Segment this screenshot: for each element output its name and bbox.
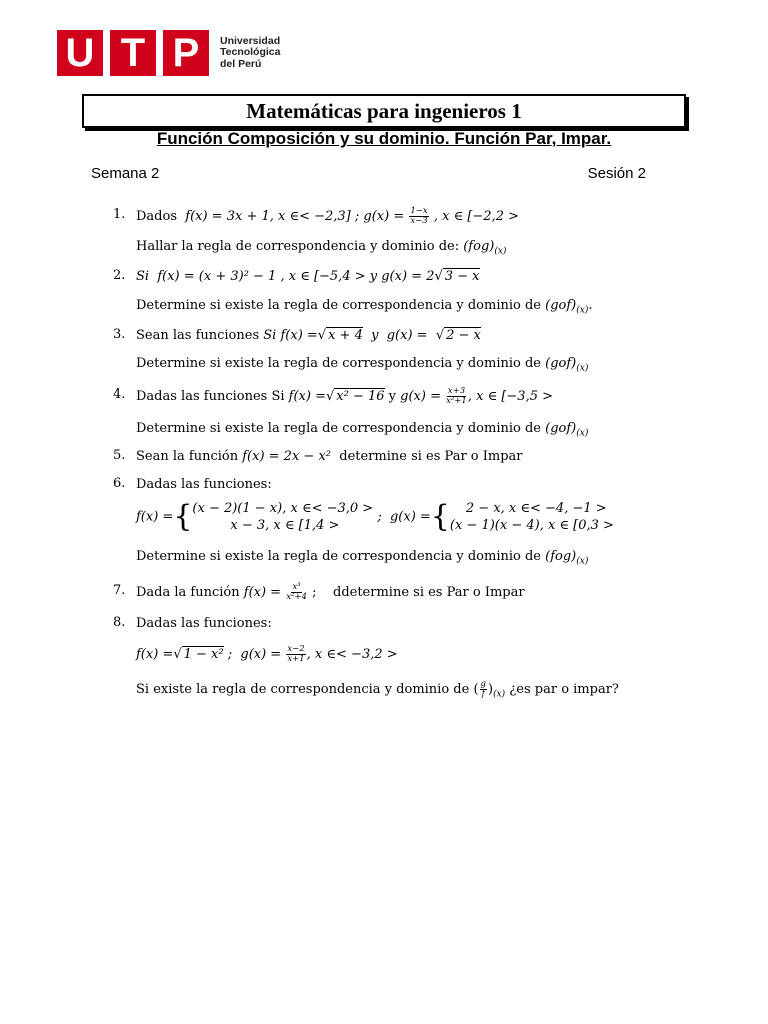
exercise-8-functions: f(x) =√ 1 − x² ; g(x) = $\frac{x-2}{x+1}$ , x ∈< −3,2 > bbox=[136, 644, 398, 664]
logo-line3: del Perú bbox=[220, 57, 262, 70]
exercise-6-functions: f(x) ={ (x − 2)(1 − x), x ∈< −3,0 > x − 3, x ∈ [1,4 > ; g(x) ={ 2 − x, x ∈< −4, −1 > (x − 1)(x − 4), x ∈ [0,3 > bbox=[136, 499, 614, 534]
utp-logo bbox=[57, 30, 280, 76]
math-expr: , x ∈ [−2,2 > bbox=[433, 209, 519, 224]
exercise-6: Dadas las funciones: bbox=[136, 477, 272, 492]
item-number: 5. bbox=[113, 448, 126, 463]
exercise-4: Dadas las funciones Si f(x) =√ x² − 16 y g(x) = $\frac{x+3}{\text{x²+1}}$ , x ∈ [−3,5 > bbox=[136, 386, 553, 406]
fraction: $\frac{\text{x³}}{\text{x²+4}}$ bbox=[286, 582, 307, 602]
item-number: 1. bbox=[113, 207, 126, 222]
exercise-4-task: Determine si existe la regla de correspondencia y dominio de $(gof)_{(x)}$ bbox=[136, 421, 589, 439]
exercise-1-task: Hallar la regla de correspondencia y dominio de: $(fog)_{(x)}$ bbox=[136, 239, 507, 257]
logo-line2: Tecnológica bbox=[220, 46, 281, 59]
exercise-7: Dada la función f(x) = $\frac{\text{x³}}{\text{x²+4}}$ ; ddetermine si es Par o Impar bbox=[136, 582, 525, 602]
fraction: $\frac{1-x}{x-3}$ bbox=[410, 206, 428, 226]
exercise-8: Dadas las funciones: bbox=[136, 616, 272, 631]
fraction: $\frac{x+3}{\text{x²+1}}$ bbox=[446, 386, 467, 406]
math-expr: f(x) = 3x + 1, x ∈< −2,3] ; g(x) = bbox=[185, 209, 405, 224]
item-number: 4. bbox=[113, 387, 126, 402]
logo-letter-t: T bbox=[110, 30, 156, 76]
exercise-2: Si f(x) = (x + 3)² − 1 , x ∈ [−5,4 > y g(x) = 2√ 3 − x bbox=[136, 269, 480, 284]
exercise-5: Sean la función f(x) = 2x − x² determine si es Par o Impar bbox=[136, 449, 523, 464]
item-number: 2. bbox=[113, 268, 126, 283]
exercise-3: Sean las funciones Si f(x) =√ x + 4 y g(x) = √ 2 − x bbox=[136, 328, 481, 343]
item-number: 6. bbox=[113, 476, 126, 491]
logo-line1: Universidad bbox=[220, 34, 281, 47]
exercise-6-task: Determine si existe la regla de correspondencia y dominio de $(fog)_{(x)}$ bbox=[136, 549, 589, 567]
fraction: $\frac{g}{f}$ bbox=[480, 679, 486, 699]
logo-letter-p: P bbox=[163, 30, 209, 76]
semana-label: Semana 2 bbox=[91, 165, 160, 182]
page-subtitle: Función Composición y su dominio. Función Par, Impar. bbox=[156, 129, 612, 148]
exercise-2-task: Determine si existe la regla de correspondencia y dominio de $(gof)_{(x)}$. bbox=[136, 298, 593, 316]
item-number: 7. bbox=[113, 583, 126, 598]
item-number: 3. bbox=[113, 327, 126, 342]
logo-letter-u: U bbox=[57, 30, 103, 76]
exercise-1 bbox=[136, 207, 519, 226]
logo-text bbox=[220, 36, 280, 71]
item-number: 8. bbox=[113, 615, 126, 630]
exercise-3-task: Determine si existe la regla de correspondencia y dominio de $(gof)_{(x)}$ bbox=[136, 356, 589, 374]
fraction: $\frac{x-2}{x+1}$ bbox=[287, 644, 305, 664]
sesion-label: Sesión 2 bbox=[587, 165, 646, 182]
item-prefix: Dados bbox=[136, 209, 177, 224]
exercise-8-task: Si existe la regla de correspondencia y dominio de ( $\frac{g}{f}$ )$_{(x)}$ ¿es par o impar? bbox=[136, 679, 619, 700]
page-title: Matemáticas para ingenieros 1 bbox=[82, 94, 686, 128]
